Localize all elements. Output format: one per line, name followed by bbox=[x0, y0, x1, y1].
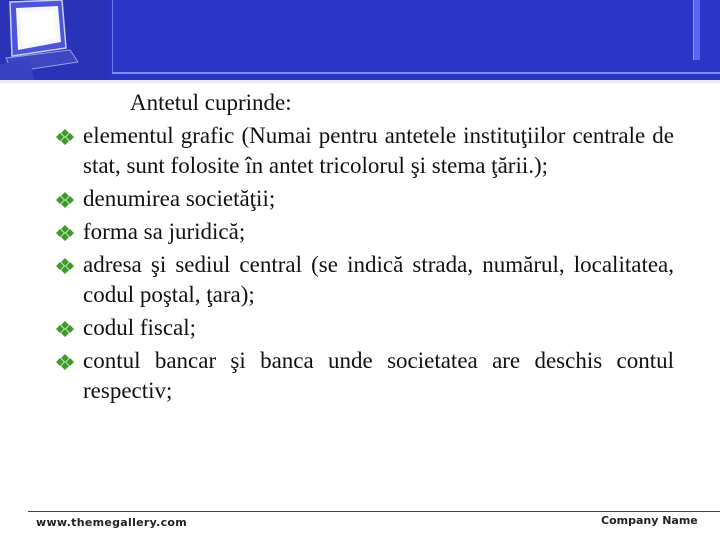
list-item-text: adresa şi sediul central (se indică strada, numărul, localitatea, codul poştal, ţara); bbox=[83, 252, 674, 307]
computer-monitor-icon bbox=[0, 0, 110, 80]
list-item-text: elementul grafic (Numai pentru antetele instituţiilor centrale de stat, sunt folosite în antet tricolorul şi stema ţării.); bbox=[83, 123, 674, 178]
diamond-bullet-icon bbox=[54, 128, 76, 146]
footer-rule bbox=[28, 511, 720, 512]
list-item bbox=[54, 217, 674, 247]
list-item-text: contul bancar şi banca unde societatea are deschis contul respectiv; bbox=[83, 348, 674, 403]
list-item bbox=[54, 184, 674, 214]
list-item bbox=[54, 313, 674, 343]
header-accent-bar bbox=[693, 0, 700, 60]
diamond-bullet-icon bbox=[54, 191, 76, 209]
list-item-text: forma sa juridică; bbox=[83, 219, 246, 244]
footer-company-name: Company Name bbox=[601, 514, 698, 527]
list-item-text: codul fiscal; bbox=[83, 315, 197, 340]
diamond-bullet-icon bbox=[54, 320, 76, 338]
header-thumbnail bbox=[0, 0, 110, 80]
diamond-bullet-icon bbox=[54, 257, 76, 275]
slide-content bbox=[54, 88, 674, 409]
intro-text: Antetul cuprinde: bbox=[130, 90, 292, 115]
header-rule bbox=[112, 72, 720, 74]
diamond-bullet-icon bbox=[54, 224, 76, 242]
diamond-bullet-icon bbox=[54, 353, 76, 371]
header-bottom-strip bbox=[0, 80, 720, 83]
header-panel bbox=[112, 0, 720, 72]
list-item-text: denumirea societăţii; bbox=[83, 186, 276, 211]
footer-website: www.themegallery.com bbox=[36, 516, 188, 529]
list-item bbox=[54, 121, 674, 181]
list-item bbox=[54, 250, 674, 310]
list-item bbox=[54, 346, 674, 406]
